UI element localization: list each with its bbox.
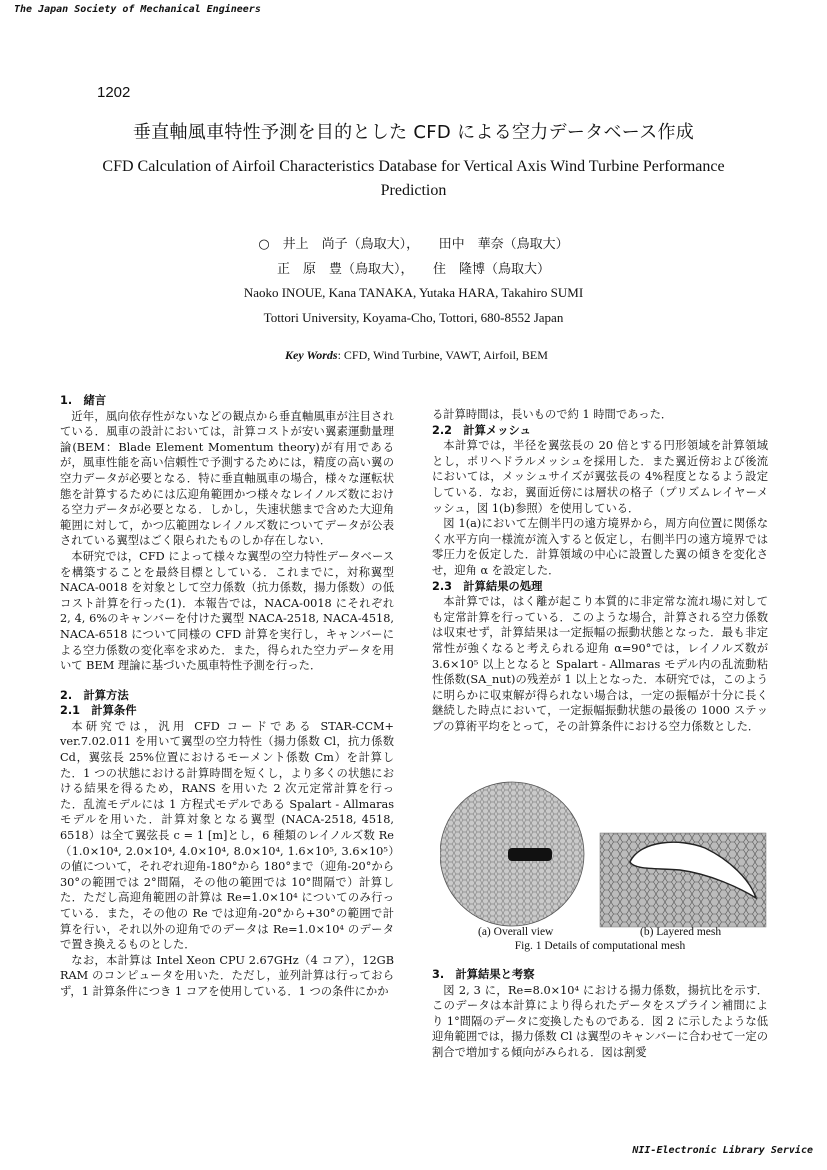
section-heading: 2.3 計算結果の処理	[432, 579, 543, 593]
paragraph: る計算時間は，長いもので約 1 時間であった．	[432, 408, 673, 421]
subcaption-a: (a) Overall view	[478, 926, 554, 938]
paragraph: 図 1(a)において左側半円の遠方境界から，周方向位置に関係なく水平方向一様流が流入すると仮定し，右側半円の遠方境界では零圧力を仮定した．計算領域の中心に設置した翼の傾きを変化させ，迎角 α を設定した．	[432, 517, 768, 577]
section-heading: 2.2 計算メッシュ	[432, 423, 531, 437]
journal-header: The Japan Society of Mechanical Engineers	[14, 4, 261, 15]
title-english: CFD Calculation of Airfoil Characteristics Database for Vertical Axis Wind Turbine Performance Prediction	[102, 158, 725, 199]
paragraph: 本研究では，汎用 CFD コードである STAR-CCM+ ver.7.02.011 を用いて翼型の空力特性（揚力係数 Cl，抗力係数 Cd，翼弦長 25%位置におけるモーメント係数 Cm）を計算した．1 つの状態における計算時間を短くし，より多くの状態における結果を得るため，RANS を用いた 2 次元定常計算を行った．乱流モデルには 1 方程式モデルである Spalart - Allmaras モデルを用いた．計算対象となる翼型 (NACA-2518, 4518, 6518）は全て翼弦長 c = 1 [m]とし，6 種類のレイノルズ数 Re（1.0×10⁴, 2.0×10⁴, 4.0×10⁴, 8.0×10⁴, 1.6×10⁵, 3.6×10⁵）の値について，それぞれ迎角-180°から 180°まで（迎角-20°から 30°の範囲では 2°間隔，その他の範囲では 10°間隔で）計算した．ただし高迎角範囲の計算は Re=1.0×10⁴ についてのみ行っている．また，その他の Re では迎角-20°から+30°の範囲で計算を行い，それ以外の迎角でのデータは Re=1.0×10⁴ のデータで置き換えるものとした．	[60, 719, 394, 952]
paragraph: 図 2, 3 に，Re=8.0×10⁴ における揚力係数，揚抗比を示す．このデータは本計算により得られたデータをスプライン補間により 1°間隔のデータに変換したものである．図 2 に示したような低迎角範囲では，揚力係数 Cl は翼型のキャンバーに合わせて一定の割合で増加する傾向がみられる．図は割愛	[432, 983, 768, 1059]
left-column	[60, 393, 394, 1000]
authors-japanese-line-1: ○ 井上 尚子（鳥取大）， 田中 華奈（鳥取大）	[258, 237, 569, 252]
library-footer: NII-Electronic Library Service	[632, 1145, 813, 1156]
section-heading: 2. 計算方法	[60, 688, 129, 702]
subcaption-b: (b) Layered mesh	[640, 926, 722, 938]
authors-japanese-line-2: 正 原 豊（鳥取大）， 住 隆博（鳥取大）	[276, 262, 550, 277]
right-column-section-3	[432, 967, 768, 1061]
paragraph: なお，本計算は Intel Xeon CPU 2.67GHz（4 コア），12GB RAM のコンピュータを用いた．ただし，並列計算は行っておらず，1 計算条件につき 1 コアを使用している．1 つの条件にかか	[60, 953, 394, 998]
paragraph: 本計算では，半径を翼弦長の 20 倍とする円形領域を計算領域とし，ポリヘドラルメッシュを採用した．また翼近傍および後流においては，メッシュサイズが翼弦長の 4%程度となるよう設定している．なお，翼面近傍には層状の格子（プリズムレイヤーメッシュ，図 1(b)参照）を使用している．	[432, 439, 768, 515]
section-heading: 2.1 計算条件	[60, 704, 137, 718]
paragraph: 近年，風向依存性がないなどの観点から垂直軸風車が注目されている．風車の設計においては，計算コストが安い翼素運動量理論(BEM：Blade Element Momentum theory)が有用であるが，風車性能を高い信頼性で予測するためには，精度の高い翼の空力データが必要となる．特に垂直軸風車の場合，様々な運転状態を計算するためには広迎角範囲かつ様々なレイノルズ数における空力データが必要となる．しかし，失速状態まで含めた大迎角範囲に対して，かつ広範囲なレイノルズ数についてデータが公表されている翼型はごく限られたものしか存在しない．	[60, 409, 394, 548]
section-heading: 3. 計算結果と考察	[432, 968, 535, 981]
overall-view-mesh	[440, 782, 584, 926]
title-japanese: 垂直軸風車特性予測を目的とした CFD による空力データベース作成	[132, 122, 695, 143]
paragraph: 本計算では，はく離が起こり本質的に非定常な流れ場に対しても定常計算を行っている．このような場合，計算される空力係数は収束せず，計算結果は一定振幅の振動状態となった．最も非定常性が強くなると考えられる迎角 α=90°では，レイノルズ数が 3.6×10⁵ 以上となると Spalart - Allmaras モデル内の乱流動粘性係数(SA_nut)の残差が 1 以上となった．本研究では，このように明らかに収束解が得られない場合は，一定の振幅が十分に長く継続した時点において，一定振幅振動状態の最後の 1000 ステップの算術平均をとって，その計算条件における空力係数とした．	[432, 595, 768, 733]
paragraph: 本研究では，CFD によって様々な翼型の空力特性データベースを構築することを最終目標としている．これまでに，対称翼型 NACA-0018 を対象として空力係数（抗力係数，揚力係数）の低コスト計算を行った(1)．本報告では，NACA-0018 にそれぞれ 2, 4, 6%のキャンバーを付けた翼型 NACA-2518, NACA-4518, NACA-6518 について同様の CFD 計算を実行し，キャンバーによる空力係数の変化率を求めた．また，得られた空力データを用いて BEM 理論に基づいた風車特性予測を行った．	[60, 549, 394, 673]
section-heading: 1. 緒言	[60, 394, 107, 407]
keywords-label: Key Words	[285, 348, 338, 362]
paper-number: 1202	[97, 84, 131, 101]
figure-caption: Fig. 1 Details of computational mesh	[514, 940, 686, 952]
keywords	[285, 348, 548, 363]
right-column	[432, 407, 768, 734]
authors-english: Naoko INOUE, Kana TANAKA, Yutaka HARA, Takahiro SUMI	[243, 285, 584, 300]
affiliation: Tottori University, Koyama-Cho, Tottori, 680-8552 Japan	[263, 310, 564, 325]
keywords-list: : CFD, Wind Turbine, VAWT, Airfoil, BEM	[337, 348, 548, 362]
layered-mesh	[600, 833, 766, 927]
